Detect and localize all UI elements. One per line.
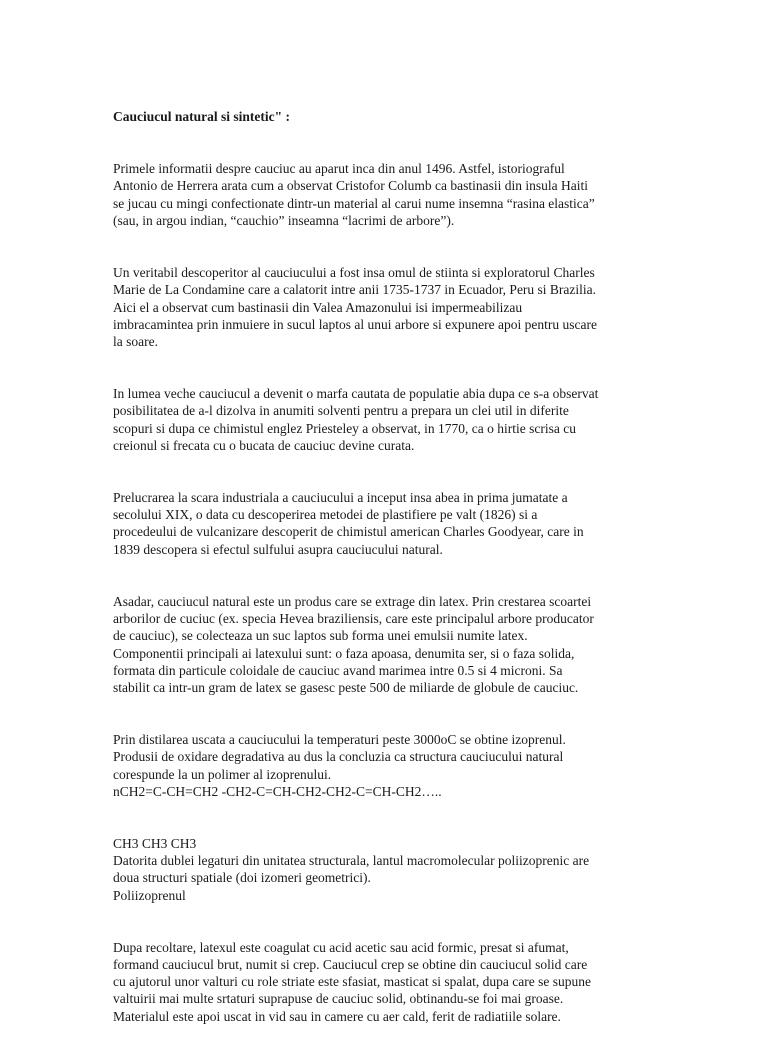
paragraph-processing: Dupa recoltare, latexul este coagulat cu acid acetic sau acid formic, presat si afumat, formand cauciucul brut, numit si crep. Cauciucul crep se obtine din cauciucul solid care cu ajutorul unor valturi cu role striate este sfasiat, masticat si spalat, dupa care se supune valtuirii mai multe srtaturi suprapuse de cauciuc solid, obtinandu-se foi mai groase. Materialul este apoi uscat in vid sau in camere cu aer cald, ferit de radiatiile solare. <box>113 939 591 1024</box>
document-title: Cauciucul natural si sintetic" : <box>113 109 290 125</box>
paragraph-structure: CH3 CH3 CH3 Datorita dublei legaturi din unitatea structurala, lantul macromolecular poliizoprenic are doua structuri spatiale (doi izomeri geometrici). Poliizoprenul <box>113 835 590 903</box>
paragraph-la-condamine: Un veritabil descoperitor al cauciucului a fost insa omul de stiinta si exploratorul Charles Marie de La Condamine care a calatorit intre anii 1735-1737 in Ecuador, Peru si Brazilia. Aici el a observat cum bastinasii din Valea Amazonului isi impermeabilizau imbracamintea prin inmuiere in sucul laptos al unui arbore si expunere apoi pentru uscare la soare. <box>113 264 597 350</box>
paragraph-isoprene: Prin distilarea uscata a cauciucului la temperaturi peste 3000oC se obtine izoprenul. Produsii de oxidare degradativa au dus la concluzia ca structura cauciucului natural corespunde la un polimer al izoprenului. nCH2=C-CH=CH2 -CH2-C=CH-CH2-CH2-C=CH-CH2….. <box>113 731 566 799</box>
document-page <box>113 91 658 1042</box>
paragraph-old-world: In lumea veche cauciucul a devenit o marfa cautata de populatie abia dupa ce s-a observat posibilitatea de a-l dizolva in anumiti solventi pentru a prepara un clei util in diferite scopuri si dupa ce chimistul englez Priesteley a observat, in 1770, ca o hirtie scrisa cu creionul si frecata cu o bucata de cauciuc devine curata. <box>113 386 599 453</box>
paragraph-history: Primele informatii despre cauciuc au aparut inca din anul 1496. Astfel, istoriograful Antonio de Herrera arata cum a observat Cristofor Columb ca bastinasii din insula Haiti se jucau cu mingi confectionate dintr-un material al carui nume insemna “rasina elastica” (sau, in argou indian, “cauchio” inseamna “lacrimi de arbore”). <box>113 161 595 229</box>
paragraph-latex: Asadar, cauciucul natural este un produs care se extrage din latex. Prin crestarea scoartei arborilor de cuciuc (ex. specia Hevea braziliensis, care este principalul arbore producator de cauciuc), se colecteaza un suc laptos sub forma unei emulsii numite latex. Componentii principali ai latexului sunt: o faza apoasa, denumita ser, si o faza solida, formata din particule coloidale de cauciuc avand marimea intre 0.5 si 4 microni. Sa stabilit ca intr-un gram de latex se gasesc peste 500 de miliarde de globule de cauciuc. <box>113 593 594 696</box>
paragraph-industrial: Prelucrarea la scara industriala a cauciucului a inceput insa abea in prima jumatate a secolului XIX, o data cu descoperirea metodei de plastifiere pe valt (1826) si a procedeului de vulcanizare descoperit de chimistul american Charles Goodyear, care in 1839 descopera si efectul sulfului asupra cauciucului natural. <box>113 489 584 557</box>
